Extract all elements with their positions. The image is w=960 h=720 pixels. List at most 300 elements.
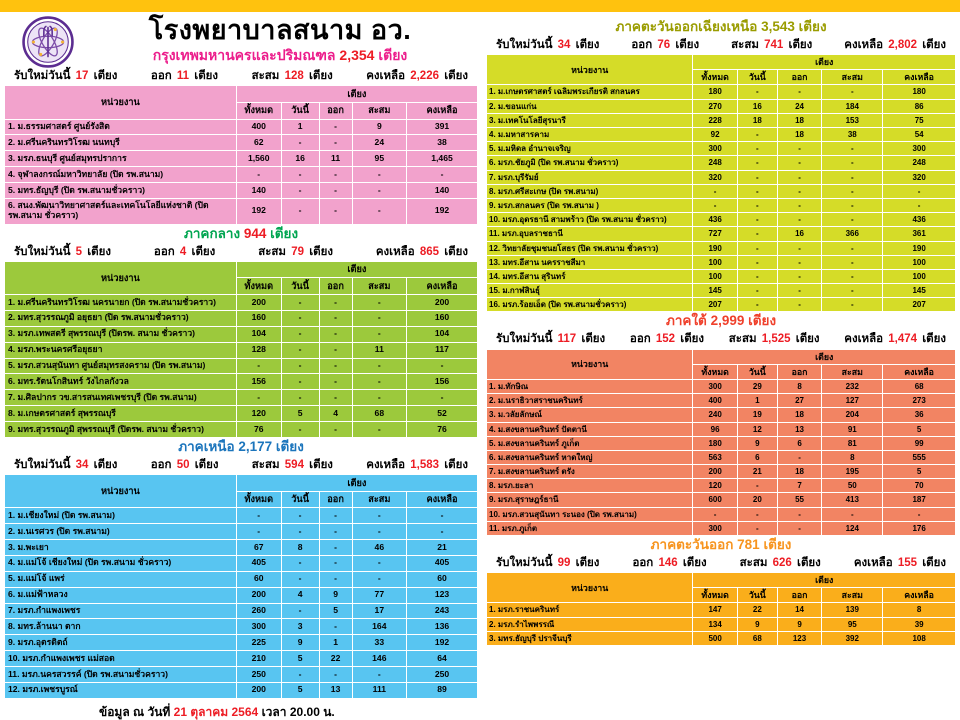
value-cell: 555 (883, 450, 956, 464)
value-cell: 180 (693, 436, 738, 450)
value-cell: - (822, 255, 883, 269)
value-cell: 260 (236, 603, 281, 619)
col-header-beds: เตียง (236, 475, 477, 492)
org-cell: 11. มรภ.นครสวรรค์ (ปิด รพ.สนามชั่วคราว) (5, 667, 237, 683)
value-cell: - (777, 507, 822, 521)
table-row (487, 156, 956, 170)
org-cell: 4. จุฬาลงกรณ์มหาวิทยาลัย (ปิด รพ.สนาม) (5, 167, 237, 183)
value-cell: - (737, 521, 777, 535)
col-header-out: ออก (777, 70, 822, 85)
value-cell: - (777, 142, 822, 156)
table-row (5, 358, 478, 374)
value-cell: - (236, 358, 281, 374)
value-cell: - (281, 358, 319, 374)
value-cell: - (352, 390, 406, 406)
value-cell: 164 (352, 619, 406, 635)
value-cell: - (352, 198, 406, 224)
table-row (487, 213, 956, 227)
stat-value: 50 (176, 458, 190, 471)
table-row (5, 667, 478, 683)
value-cell: - (693, 507, 738, 521)
value-cell: 9 (319, 587, 352, 603)
col-header-out: ออก (319, 102, 352, 119)
stat-label: รับใหม่วันนี้ (496, 333, 553, 346)
value-cell: - (737, 298, 777, 312)
report-footer (4, 700, 478, 720)
col-header-remain: คงเหลือ (407, 102, 478, 119)
stat-value: 626 (772, 556, 792, 569)
subtitle-total: 2,354 (339, 47, 375, 64)
value-cell: 104 (236, 326, 281, 342)
value-cell: - (281, 183, 319, 199)
region-name: ภาคตะวันออก (650, 537, 734, 552)
section-title-east (486, 537, 956, 554)
value-cell: - (281, 571, 319, 587)
table-row (487, 379, 956, 393)
table-row (487, 99, 956, 113)
stat-value: 152 (655, 333, 676, 346)
value-cell: 123 (407, 587, 478, 603)
value-cell: 21 (407, 540, 478, 556)
value-cell: 248 (693, 156, 738, 170)
org-cell: 9. มรภ.อุตรดิตถ์ (5, 635, 237, 651)
col-header-org: หน่วยงาน (487, 573, 693, 603)
stat-unit: เตียง (444, 70, 468, 82)
value-cell: 156 (407, 374, 478, 390)
region-name: ภาคใต้ (665, 313, 707, 329)
value-cell: 91 (822, 422, 883, 436)
org-cell: 9. มรภ.สุราษฎร์ธานี (487, 493, 693, 507)
value-cell: 12 (737, 422, 777, 436)
value-cell: 405 (236, 555, 281, 571)
value-cell: 1,465 (407, 151, 478, 167)
stat-value: 128 (284, 70, 304, 82)
value-cell: - (883, 507, 956, 521)
footer-time-label: เวลา (261, 704, 287, 719)
value-cell: - (737, 269, 777, 283)
stat-unit: เตียง (309, 458, 333, 471)
org-cell: 8. มทร.ล้านนา ตาก (5, 619, 237, 635)
org-cell: 2. ม.ศรีนครินทรวิโรฒ นนทบุรี (5, 135, 237, 151)
value-cell: 140 (407, 183, 478, 199)
col-header-org: หน่วยงาน (487, 349, 693, 379)
value-cell: - (319, 508, 352, 524)
value-cell: 68 (352, 406, 406, 422)
value-cell: - (693, 198, 738, 212)
table-row (487, 198, 956, 212)
stat-value: 99 (557, 556, 571, 569)
value-cell: - (737, 213, 777, 227)
stat-cum (252, 458, 333, 472)
value-cell: - (822, 184, 883, 198)
value-cell: 81 (822, 436, 883, 450)
org-cell: 10. มรภ.อุดรธานี สามพร้าว (ปิด รพ.สนาม ชั่วคราว) (487, 213, 693, 227)
stat-out (154, 245, 215, 259)
org-cell: 3. มทร.ธัญบุรี ปราจีนบุรี (487, 631, 693, 645)
page-title: โรงพยาบาลสนาม อว. (148, 15, 412, 45)
value-cell: 436 (693, 213, 738, 227)
value-cell: 200 (236, 587, 281, 603)
value-cell: - (777, 255, 822, 269)
stat-label: ออก (153, 245, 175, 258)
org-cell: 2. ม.นราธิวาสราชนครินทร์ (487, 394, 693, 408)
value-cell: 50 (822, 479, 883, 493)
table-row (5, 555, 478, 571)
value-cell: - (281, 374, 319, 390)
value-cell: - (737, 156, 777, 170)
org-cell: 13. มทร.อีสาน นครราชสีมา (487, 255, 693, 269)
table-row (5, 508, 478, 524)
value-cell: - (777, 184, 822, 198)
section-title-south (486, 313, 956, 330)
value-cell: 22 (319, 651, 352, 667)
col-header-cum: สะสม (822, 70, 883, 85)
table-row (5, 342, 478, 358)
col-header-total: ทั้งหมด (236, 102, 281, 119)
table-row (487, 436, 956, 450)
section-title-central (4, 226, 478, 243)
value-cell: 64 (407, 651, 478, 667)
value-cell: 18 (737, 113, 777, 127)
org-cell: 11. มรภ.อุบลราชธานี (487, 227, 693, 241)
table-row (5, 198, 478, 224)
stat-value: 146 (658, 556, 678, 569)
value-cell: - (822, 142, 883, 156)
stat-unit: เตียง (581, 333, 606, 346)
org-cell: 6. มทร.รัตนโกสินทร์ วังไกลกังวล (5, 374, 237, 390)
col-header-today: วันนี้ (737, 588, 777, 603)
stats-line-north (4, 457, 478, 474)
stat-value: 34 (557, 38, 571, 51)
col-header-beds: เตียง (693, 55, 956, 70)
col-header-beds: เตียง (236, 261, 477, 278)
value-cell: 14 (777, 603, 822, 617)
value-cell: 320 (883, 170, 956, 184)
value-cell: - (319, 198, 352, 224)
table-row (487, 521, 956, 535)
stat-new (14, 245, 111, 259)
value-cell: 180 (693, 85, 738, 99)
value-cell: 300 (883, 142, 956, 156)
stat-remain (844, 38, 946, 52)
org-cell: 5. ม.สงขลานครินทร์ ภูเก็ต (487, 436, 693, 450)
value-cell: 123 (777, 631, 822, 645)
table-row (5, 295, 478, 311)
region-table-bkk (4, 85, 478, 224)
stat-label: คงเหลือ (853, 556, 893, 569)
value-cell: - (319, 167, 352, 183)
stat-value: 4 (179, 245, 187, 258)
table-row (487, 408, 956, 422)
stat-new (496, 38, 599, 52)
subtitle-label: กรุงเทพมหานครและปริมณฑล (152, 47, 336, 64)
stat-value: 155 (897, 556, 918, 569)
value-cell: 128 (236, 342, 281, 358)
value-cell: - (822, 507, 883, 521)
stat-label: สะสม (258, 245, 286, 258)
table-row (5, 540, 478, 556)
value-cell: 563 (693, 450, 738, 464)
region-name: ภาคกลาง (183, 225, 241, 241)
value-cell: 36 (883, 408, 956, 422)
value-cell: 120 (236, 406, 281, 422)
org-cell: 15. ม.กาฬสินธุ์ (487, 284, 693, 298)
value-cell: - (777, 450, 822, 464)
value-cell: 117 (407, 342, 478, 358)
value-cell: 89 (407, 682, 478, 698)
value-cell: 13 (777, 422, 822, 436)
value-cell: 392 (822, 631, 883, 645)
value-cell: 190 (693, 241, 738, 255)
region-unit: เตียง (270, 225, 299, 241)
stats-line-east (486, 555, 956, 572)
stat-unit: เตียง (191, 245, 216, 258)
value-cell: 1,560 (236, 151, 281, 167)
value-cell: 100 (693, 269, 738, 283)
table-row (5, 119, 478, 135)
stat-label: สะสม (251, 458, 280, 471)
value-cell: 140 (236, 183, 281, 199)
value-cell: 54 (883, 128, 956, 142)
value-cell: 320 (693, 170, 738, 184)
table-row (487, 603, 956, 617)
stat-label: คงเหลือ (844, 38, 884, 51)
value-cell: 99 (883, 436, 956, 450)
org-cell: 1. ม.เชียงใหม่ (ปิด รพ.สนาม) (5, 508, 237, 524)
value-cell: - (236, 167, 281, 183)
stat-value: 5 (75, 245, 83, 258)
value-cell: - (407, 524, 478, 540)
table-row (487, 85, 956, 99)
org-cell: 7. มรภ.กำแพงเพชร (5, 603, 237, 619)
stat-value: 79 (291, 245, 304, 258)
stat-label: รับใหม่วันนี้ (14, 245, 71, 258)
org-cell: 14. มทร.อีสาน สุรินทร์ (487, 269, 693, 283)
stat-unit: เตียง (575, 556, 600, 569)
value-cell: 5 (281, 651, 319, 667)
stat-unit: เตียง (194, 70, 219, 82)
value-cell: - (883, 184, 956, 198)
value-cell: - (352, 422, 406, 438)
stat-out (632, 556, 706, 570)
value-cell: - (281, 295, 319, 311)
table-row (5, 310, 478, 326)
col-header-total: ทั้งหมด (693, 364, 738, 379)
footer-time: 20.00 น. (289, 704, 335, 719)
value-cell: - (822, 269, 883, 283)
value-cell: 16 (737, 99, 777, 113)
value-cell: 727 (693, 227, 738, 241)
table-row (5, 619, 478, 635)
section-title-northeast (486, 19, 956, 36)
value-cell: 39 (883, 617, 956, 631)
org-cell: 6. มรภ.ชัยภูมิ (ปิด รพ.สนาม ชั่วคราว) (487, 156, 693, 170)
value-cell: 100 (883, 255, 956, 269)
value-cell: - (737, 284, 777, 298)
stat-remain (366, 458, 468, 472)
value-cell: 200 (236, 682, 281, 698)
col-header-cum: สะสม (352, 491, 406, 508)
value-cell: 184 (822, 99, 883, 113)
value-cell: - (352, 183, 406, 199)
org-cell: 2. มทร.สุวรรณภูมิ อยุธยา (ปิด รพ.สนามชั่วคราว) (5, 310, 237, 326)
value-cell: - (883, 198, 956, 212)
col-header-remain: คงเหลือ (407, 278, 478, 295)
table-row (487, 128, 956, 142)
org-cell: 1. ม.ศรีนครินทรวิโรฒ นครนายก (ปิด รพ.สนามชั่วคราว) (5, 295, 237, 311)
col-header-org: หน่วยงาน (5, 261, 237, 294)
value-cell: - (822, 284, 883, 298)
table-row (487, 465, 956, 479)
value-cell: - (737, 128, 777, 142)
value-cell: 300 (236, 619, 281, 635)
value-cell: - (236, 390, 281, 406)
value-cell: - (319, 310, 352, 326)
org-cell: 8. มรภ.ยะลา (487, 479, 693, 493)
value-cell: 18 (777, 113, 822, 127)
value-cell: - (777, 521, 822, 535)
stats-line-south (486, 331, 956, 348)
value-cell: - (352, 374, 406, 390)
subtitle-unit: เตียง (378, 47, 408, 64)
value-cell: - (281, 390, 319, 406)
value-cell: 70 (883, 479, 956, 493)
org-cell: 3. ม.พะเยา (5, 540, 237, 556)
value-cell: 232 (822, 379, 883, 393)
stat-label: คงเหลือ (375, 245, 415, 258)
region-total: 781 (737, 537, 760, 552)
table-row (487, 113, 956, 127)
table-row (5, 183, 478, 199)
left-column (4, 14, 478, 720)
stats-line-bkk (4, 68, 478, 85)
footer-date: 21 ตุลาคม 2564 (173, 704, 259, 719)
stats-line-central (4, 244, 478, 261)
value-cell: 9 (777, 617, 822, 631)
footer-prefix: ข้อมูล ณ วันที่ (99, 704, 171, 719)
value-cell: 9 (737, 436, 777, 450)
value-cell: 60 (407, 571, 478, 587)
table-row (5, 682, 478, 698)
org-cell: 6. ม.สงขลานครินทร์ หาดใหญ่ (487, 450, 693, 464)
value-cell: 200 (693, 465, 738, 479)
org-cell: 5. มทร.ธัญบุรี (ปิด รพ.สนามชั่วคราว) (5, 183, 237, 199)
org-cell: 12. มรภ.เพชรบูรณ์ (5, 682, 237, 698)
report-header (4, 14, 478, 68)
value-cell: 250 (236, 667, 281, 683)
value-cell: 68 (737, 631, 777, 645)
value-cell: 124 (822, 521, 883, 535)
value-cell: - (737, 184, 777, 198)
region-table-central (4, 261, 478, 438)
value-cell: - (352, 358, 406, 374)
stat-unit: เตียง (795, 333, 820, 346)
value-cell: - (281, 310, 319, 326)
org-cell: 3. ม.วลัยลักษณ์ (487, 408, 693, 422)
value-cell: 95 (352, 151, 406, 167)
value-cell: - (777, 298, 822, 312)
value-cell: 436 (883, 213, 956, 227)
value-cell: - (352, 167, 406, 183)
stat-value: 11 (176, 70, 190, 82)
value-cell: 600 (693, 493, 738, 507)
value-cell: 190 (883, 241, 956, 255)
value-cell: - (407, 167, 478, 183)
value-cell: 18 (777, 128, 822, 142)
value-cell: - (822, 85, 883, 99)
region-table-northeast (486, 54, 956, 312)
col-header-cum: สะสม (352, 278, 406, 295)
value-cell: - (407, 358, 478, 374)
table-row (5, 635, 478, 651)
value-cell: 9 (737, 617, 777, 631)
value-cell: 76 (407, 422, 478, 438)
value-cell: 77 (352, 587, 406, 603)
value-cell: 361 (883, 227, 956, 241)
region-table-south (486, 349, 956, 536)
value-cell: - (822, 298, 883, 312)
ministry-seal-icon (22, 16, 74, 68)
table-row (487, 255, 956, 269)
value-cell: - (281, 167, 319, 183)
org-cell: 2. มรภ.รำไพพรรณี (487, 617, 693, 631)
value-cell: 5 (281, 406, 319, 422)
value-cell: - (281, 508, 319, 524)
value-cell: 46 (352, 540, 406, 556)
org-cell: 16. มรภ.ร้อยเอ็ด (ปิด รพ.สนามชั่วคราว) (487, 298, 693, 312)
stat-value: 34 (75, 458, 89, 471)
col-header-remain: คงเหลือ (407, 491, 478, 508)
value-cell: - (352, 571, 406, 587)
stat-label: คงเหลือ (844, 333, 884, 346)
value-cell: 248 (883, 156, 956, 170)
value-cell: 195 (822, 465, 883, 479)
value-cell: 146 (352, 651, 406, 667)
value-cell: 100 (693, 255, 738, 269)
org-cell: 3. มรภ.ธนบุรี ศูนย์สมุทรปราการ (5, 151, 237, 167)
title-block (82, 16, 478, 67)
stat-unit: เตียง (788, 38, 813, 51)
col-header-out: ออก (777, 588, 822, 603)
org-cell: 5. ม.แม่โจ้ แพร่ (5, 571, 237, 587)
table-row (487, 394, 956, 408)
value-cell: 24 (352, 135, 406, 151)
stat-value: 2,802 (888, 38, 918, 51)
value-cell: - (737, 198, 777, 212)
value-cell: - (281, 326, 319, 342)
top-accent-bar (0, 0, 960, 12)
stat-new (496, 332, 605, 346)
value-cell: 270 (693, 99, 738, 113)
value-cell: 204 (822, 408, 883, 422)
table-row (487, 507, 956, 521)
value-cell: - (737, 255, 777, 269)
stat-unit: เตียง (922, 333, 946, 346)
value-cell: 145 (883, 284, 956, 298)
value-cell: - (319, 540, 352, 556)
value-cell: 300 (693, 142, 738, 156)
table-row (487, 227, 956, 241)
col-header-remain: คงเหลือ (883, 588, 956, 603)
value-cell: 67 (236, 540, 281, 556)
value-cell: 11 (352, 342, 406, 358)
value-cell: 29 (737, 379, 777, 393)
value-cell: 22 (737, 603, 777, 617)
stat-out (631, 38, 699, 52)
col-header-total: ทั้งหมด (693, 588, 738, 603)
region-table-east (486, 572, 956, 646)
stats-line-northeast (486, 37, 956, 54)
